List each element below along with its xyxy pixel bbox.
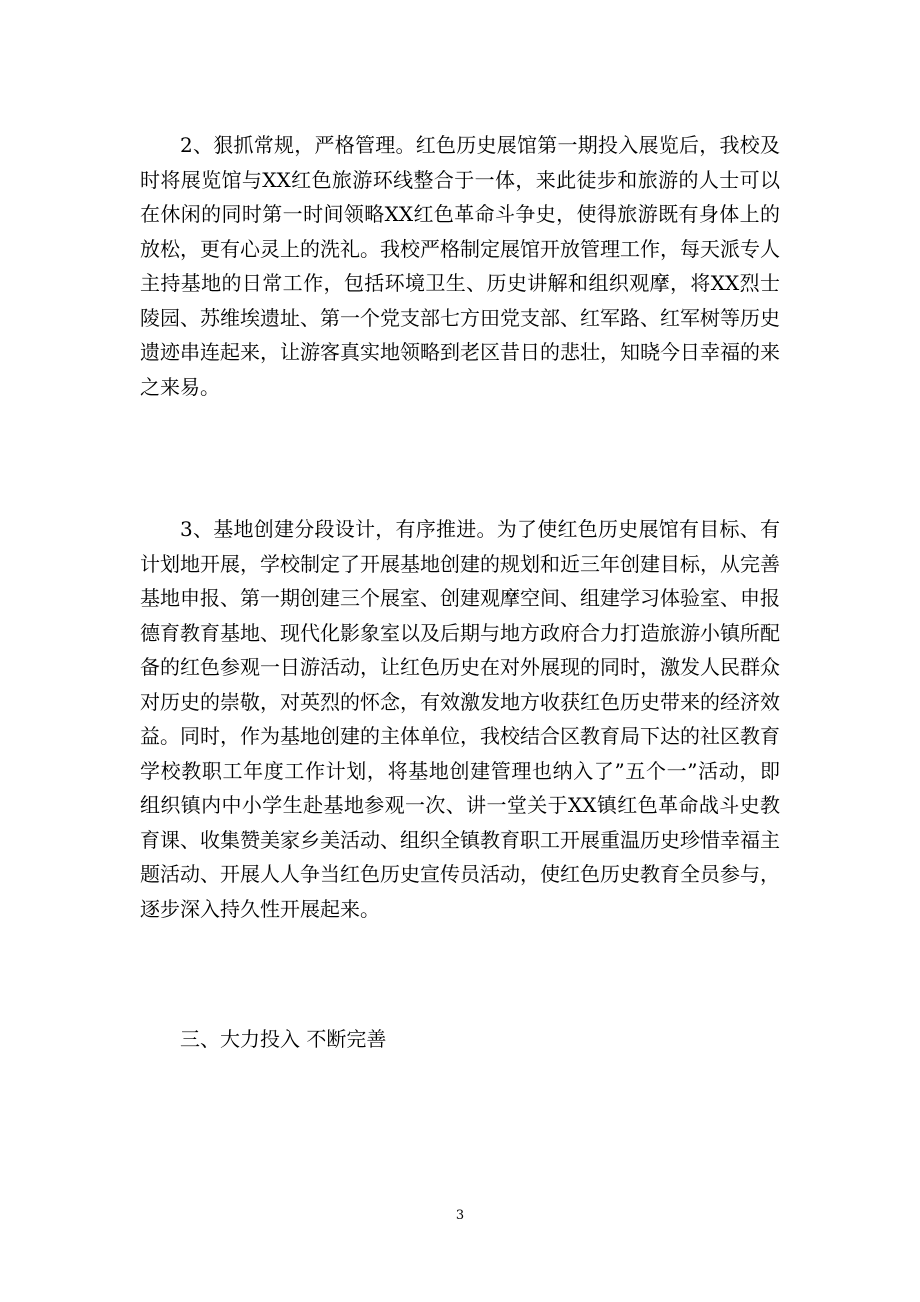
paragraph-base-construction: 3、基地创建分段设计，有序推进。为了使红色历史展馆有目标、有计划地开展，学校制定了开展基地创建的规划和近三年创建目标，从完善基地申报、第一期创建三个展室、创建观摩空间、组建学习体验室、申报德育教育基地、现代化影象室以及后期与地方政府合力打造旅游小镇所配备的红色参观一日游活动，让红色历史在对外展现的同时，激发人民群众对历史的崇敬，对英烈的怀念，有效激发地方收获红色历史带来的经济效益。同时，作为基地创建的主体单位，我校结合区教育局下达的社区教育学校教职工年度工作计划，将基地创建管理也纳入了”五个一”活动，即组织镇内中小学生赴基地参观一次、讲一堂关于XX镇红色革命战斗史教育课、收集赞美家乡美活动、组织全镇教育职工开展重温历史珍惜幸福主题活动、开展人人争当红色历史宣传员活动，使红色历史教育全员参与，逐步深入持久性开展起来。 xyxy=(140,517,780,921)
section-heading: 三、大力投入 不断完善 xyxy=(180,1027,387,1051)
page-number: 3 xyxy=(455,1208,465,1223)
paragraph-management: 2、狠抓常规，严格管理。红色历史展馆第一期投入展览后，我校及时将展览馆与XX红色旅游环线整合于一体，来此徒步和旅游的人士可以在休闲的同时第一时间领略XX红色革命斗争史，使得旅游既有身体上的放松，更有心灵上的洗礼。我校严格制定展馆开放管理工作，每天派专人主持基地的日常工作，包括环境卫生、历史讲解和组织观摩，将XX烈士陵园、苏维埃遗址、第一个党支部七方田党支部、红军路、红军树等历史遗迹串连起来，让游客真实地领略到老区昔日的悲壮，知晓今日幸福的来之来易。 xyxy=(140,133,780,399)
